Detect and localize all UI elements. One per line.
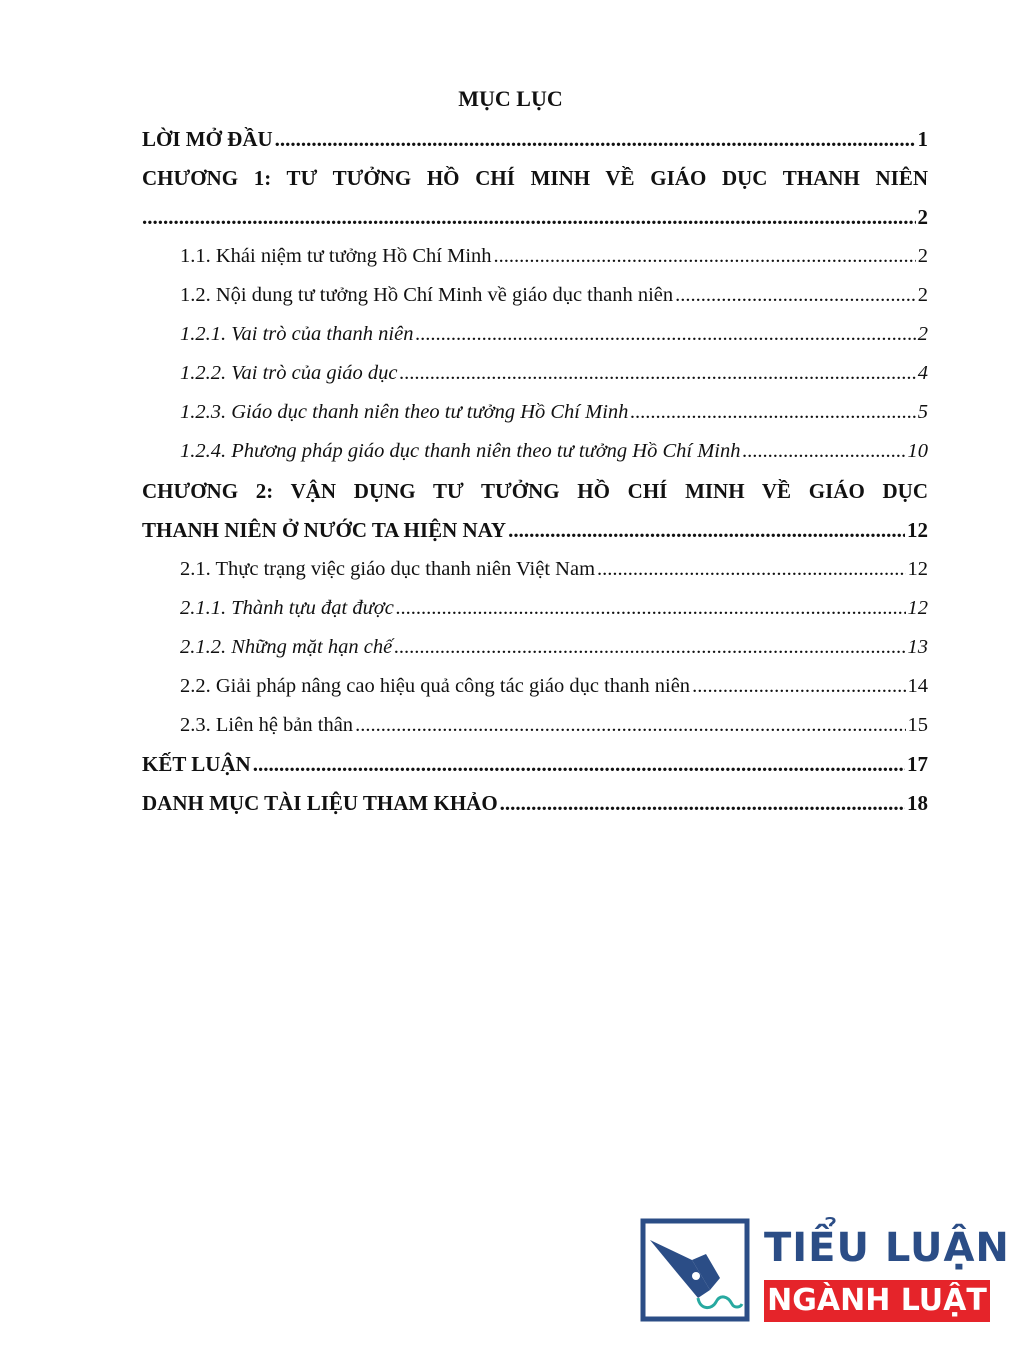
toc-entry-page: 2 [917, 284, 928, 306]
toc-entry-label: 1.2.2. Vai trò của giáo dục [180, 362, 398, 384]
toc-entry-1-2[interactable] [180, 280, 928, 310]
toc-entry-label: KẾT LUẬN [142, 752, 251, 776]
toc-entry-page: 12 [907, 558, 928, 580]
toc-entry-label: 2.1.1. Thành tựu đạt được [180, 597, 394, 619]
dot-leader [508, 515, 905, 545]
toc-entry-2-1-2[interactable] [180, 632, 928, 662]
logo-text-bottom: NGÀNH LUẬT [764, 1280, 990, 1322]
toc-entry-1-2-1[interactable] [180, 319, 928, 349]
toc-entry-preface[interactable] [142, 124, 928, 154]
toc-entry-page: 14 [907, 675, 928, 697]
toc-entry-page: 5 [917, 401, 928, 423]
toc-entry-label: 2.1.2. Những mặt hạn chế [180, 636, 393, 658]
toc-entry-page: 2 [917, 323, 928, 345]
toc-entry-label: 2.3. Liên hệ bản thân [180, 714, 354, 736]
dot-leader [597, 554, 905, 584]
dot-leader [630, 397, 915, 427]
toc-entry-page: 12 [907, 597, 928, 619]
toc-entry-page: 15 [907, 714, 928, 736]
toc-entry-2-1[interactable] [180, 554, 928, 584]
toc-entry-label: 2.2. Giải pháp nâng cao hiệu quả công tác giáo dục thanh niên [180, 675, 691, 697]
toc-entry-page: 2 [917, 205, 928, 229]
dot-leader [355, 710, 905, 740]
brand-logo [640, 1218, 1010, 1328]
dot-leader [253, 749, 905, 779]
toc-entry-label: THANH NIÊN Ở NƯỚC TA HIỆN NAY [142, 518, 507, 542]
toc-entry-page: 12 [907, 518, 928, 542]
toc-entry-label: 1.2.1. Vai trò của thanh niên [180, 323, 414, 345]
toc-entry-label: 1.2.3. Giáo dục thanh niên theo tư tưởng Hồ Chí Minh [180, 401, 629, 423]
toc-chapter2-title[interactable]: CHƯƠNG 2: VẬN DỤNG TƯ TƯỞNG HỒ CHÍ MINH VỀ GIÁO DỤC [142, 479, 928, 503]
toc-entry-2-2[interactable] [180, 671, 928, 701]
toc-entry-label: 1.1. Khái niệm tư tưởng Hồ Chí Minh [180, 245, 492, 267]
toc-entry-1-1[interactable] [180, 241, 928, 271]
toc-entry-conclusion[interactable] [142, 749, 928, 779]
toc-entry-page: 1 [917, 127, 928, 151]
toc-entry-page: 17 [907, 752, 928, 776]
dot-leader [396, 593, 906, 623]
dot-leader [394, 632, 905, 662]
toc-entry-1-2-2[interactable] [180, 358, 928, 388]
toc-entry-1-2-3[interactable] [180, 397, 928, 427]
toc-entry-page: 13 [907, 636, 928, 658]
toc-entry-page: 10 [907, 440, 928, 462]
dot-leader [415, 319, 915, 349]
dot-leader [275, 124, 916, 154]
toc-title: MỤC LỤC [458, 86, 563, 111]
toc-entry-2-1-1[interactable] [180, 593, 928, 623]
toc-entry-label: LỜI MỞ ĐẦU [142, 127, 273, 151]
toc-entry-1-2-4[interactable] [180, 436, 928, 466]
pen-nib-icon [640, 1218, 750, 1322]
dot-leader [494, 241, 916, 271]
toc-entry-page: 18 [907, 791, 928, 815]
toc-entry-2-3[interactable] [180, 710, 928, 740]
dot-leader [142, 202, 916, 232]
toc-entry-page: 2 [917, 245, 928, 267]
toc-entry-chapter1[interactable] [142, 202, 928, 232]
dot-leader [675, 280, 916, 310]
dot-leader [400, 358, 916, 388]
toc-entry-references[interactable] [142, 788, 928, 818]
toc-entry-label: DANH MỤC TÀI LIỆU THAM KHẢO [142, 791, 498, 815]
toc-chapter1-title[interactable]: CHƯƠNG 1: TƯ TƯỞNG HỒ CHÍ MINH VỀ GIÁO DỤC THANH NIÊN [142, 166, 928, 190]
dot-leader [500, 788, 905, 818]
toc-entry-page: 4 [917, 362, 928, 384]
logo-text-top: TIỂU LUẬN [764, 1225, 1010, 1271]
toc-entry-label: 1.2. Nội dung tư tưởng Hồ Chí Minh về giáo dục thanh niên [180, 284, 674, 306]
toc-entry-chapter2[interactable] [142, 515, 928, 545]
dot-leader [692, 671, 905, 701]
toc-entry-label: 2.1. Thực trạng việc giáo dục thanh niên Việt Nam [180, 558, 596, 580]
dot-leader [743, 436, 906, 466]
toc-entry-label: 1.2.4. Phương pháp giáo dục thanh niên theo tư tưởng Hồ Chí Minh [180, 440, 741, 462]
